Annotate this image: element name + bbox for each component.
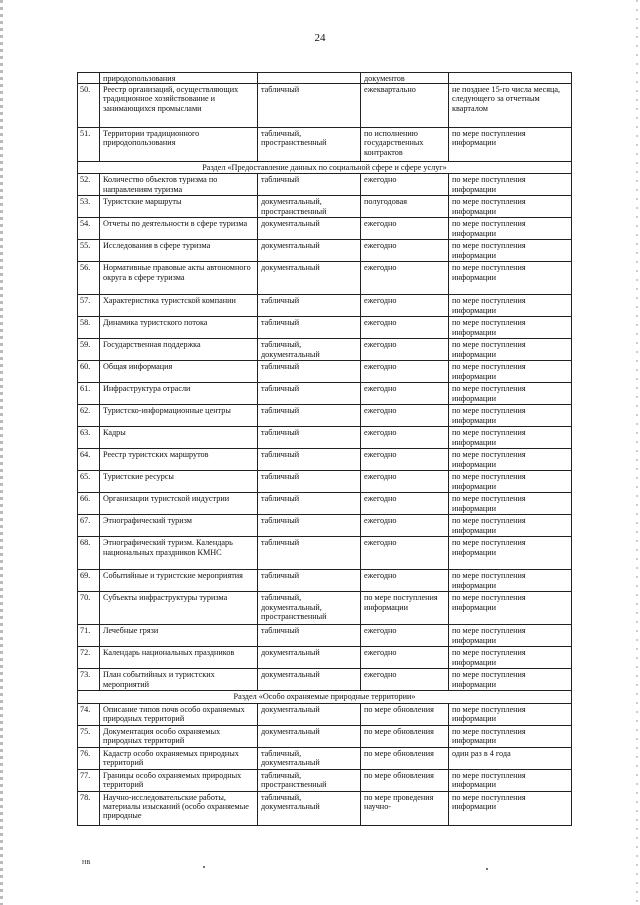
item-name: Туристские маршруты	[100, 196, 258, 218]
table-row	[78, 73, 572, 84]
update-period: документов	[361, 73, 449, 84]
submission-deadline: по мере поступления информации	[449, 570, 572, 592]
update-period: ежегодно	[361, 383, 449, 405]
update-period: ежегодно	[361, 570, 449, 592]
table-row	[78, 647, 572, 669]
update-period: ежегодно	[361, 240, 449, 262]
submission-deadline	[449, 73, 572, 84]
update-period: ежегодно	[361, 317, 449, 339]
data-format: табличный, документальный	[258, 747, 361, 769]
update-period: по исполнению государственных контрактов	[361, 128, 449, 162]
data-format: табличный	[258, 493, 361, 515]
data-format: табличный	[258, 317, 361, 339]
item-name: Субъекты инфраструктуры туризма	[100, 592, 258, 625]
data-format: табличный	[258, 174, 361, 196]
table-row	[78, 84, 572, 128]
data-format: табличный	[258, 515, 361, 537]
table-row	[78, 405, 572, 427]
table-row	[78, 493, 572, 515]
submission-deadline: по мере поступления информации	[449, 361, 572, 383]
table-row	[78, 361, 572, 383]
submission-deadline: по мере поступления информации	[449, 493, 572, 515]
row-number: 73.	[78, 669, 100, 691]
scan-edge-right	[636, 0, 638, 905]
row-number: 66.	[78, 493, 100, 515]
data-format: документальный	[258, 240, 361, 262]
submission-deadline: по мере поступления информации	[449, 592, 572, 625]
row-number: 78.	[78, 791, 100, 825]
submission-deadline: по мере поступления информации	[449, 647, 572, 669]
submission-deadline: по мере поступления информации	[449, 339, 572, 361]
item-name: Нормативные правовые акты автономного округа в сфере туризма	[100, 262, 258, 295]
update-period: ежеквартально	[361, 84, 449, 128]
submission-deadline: по мере поступления информации	[449, 515, 572, 537]
row-number: 56.	[78, 262, 100, 295]
update-period: по мере обновления	[361, 769, 449, 791]
data-format: табличный	[258, 570, 361, 592]
item-name: Описание типов почв особо охраняемых природных территорий	[100, 703, 258, 725]
submission-deadline: по мере поступления информации	[449, 427, 572, 449]
row-number: 58.	[78, 317, 100, 339]
update-period: ежегодно	[361, 262, 449, 295]
table-row	[78, 295, 572, 317]
submission-deadline: по мере поступления информации	[449, 769, 572, 791]
table-body	[78, 73, 572, 826]
section-header-row	[78, 691, 572, 703]
item-name: Календарь национальных праздников	[100, 647, 258, 669]
table-row	[78, 471, 572, 493]
data-format: табличный, пространственный	[258, 769, 361, 791]
data-format: табличный	[258, 537, 361, 570]
item-name: Общая информация	[100, 361, 258, 383]
data-format: табличный	[258, 295, 361, 317]
item-name: Характеристика туристской компании	[100, 295, 258, 317]
scan-dot	[203, 866, 205, 868]
row-number: 59.	[78, 339, 100, 361]
update-period: ежегодно	[361, 361, 449, 383]
table-row	[78, 725, 572, 747]
table-row	[78, 769, 572, 791]
row-number: 76.	[78, 747, 100, 769]
item-name: Лечебные грязи	[100, 625, 258, 647]
update-period: по мере обновления	[361, 703, 449, 725]
scan-edge-left	[0, 0, 3, 905]
row-number: 64.	[78, 449, 100, 471]
submission-deadline: по мере поступления информации	[449, 295, 572, 317]
table-row	[78, 128, 572, 162]
update-period: по мере обновления	[361, 725, 449, 747]
submission-deadline: по мере поступления информации	[449, 383, 572, 405]
item-name: Количество объектов туризма по направлениям туризма	[100, 174, 258, 196]
submission-deadline: по мере поступления информации	[449, 174, 572, 196]
table-row	[78, 791, 572, 825]
update-period: полугодовая	[361, 196, 449, 218]
submission-deadline: по мере поступления информации	[449, 449, 572, 471]
table-row	[78, 427, 572, 449]
item-name: Инфраструктура отрасли	[100, 383, 258, 405]
table-row	[78, 218, 572, 240]
submission-deadline: по мере поступления информации	[449, 537, 572, 570]
data-format: табличный, пространственный	[258, 128, 361, 162]
table-row	[78, 570, 572, 592]
row-number: 54.	[78, 218, 100, 240]
row-number: 71.	[78, 625, 100, 647]
item-name: Территории традиционного природопользования	[100, 128, 258, 162]
data-format: табличный	[258, 625, 361, 647]
item-name: Реестр туристских маршрутов	[100, 449, 258, 471]
item-name: Кадастр особо охраняемых природных территорий	[100, 747, 258, 769]
section-header-row	[78, 162, 572, 174]
row-number	[78, 73, 100, 84]
section-title: Раздел «Предоставление данных по социальной сфере и сфере услуг»	[78, 162, 572, 174]
row-number: 50.	[78, 84, 100, 128]
row-number: 53.	[78, 196, 100, 218]
update-period: ежегодно	[361, 405, 449, 427]
data-format: табличный	[258, 405, 361, 427]
update-period: по мере поступления информации	[361, 592, 449, 625]
table-row	[78, 669, 572, 691]
data-format: табличный, документальный, пространственный	[258, 592, 361, 625]
item-name: Исследования в сфере туризма	[100, 240, 258, 262]
table-row	[78, 317, 572, 339]
item-name: Этнографический туризм. Календарь национальных праздников КМНС	[100, 537, 258, 570]
row-number: 68.	[78, 537, 100, 570]
update-period: ежегодно	[361, 625, 449, 647]
row-number: 69.	[78, 570, 100, 592]
item-name: Туристско-информационные центры	[100, 405, 258, 427]
update-period: ежегодно	[361, 471, 449, 493]
row-number: 77.	[78, 769, 100, 791]
row-number: 60.	[78, 361, 100, 383]
table-row	[78, 449, 572, 471]
data-format: документальный	[258, 262, 361, 295]
item-name: Реестр организаций, осуществляющих традиционное хозяйствование и занимающихся промыслами	[100, 84, 258, 128]
data-format: табличный	[258, 84, 361, 128]
update-period: по мере проведения научно-	[361, 791, 449, 825]
item-name: Научно-исследовательские работы, материалы изысканий (особо охраняемые природные	[100, 791, 258, 825]
table-row	[78, 747, 572, 769]
data-table	[77, 72, 572, 826]
update-period: ежегодно	[361, 669, 449, 691]
row-number: 61.	[78, 383, 100, 405]
item-name: Динамика туристского потока	[100, 317, 258, 339]
submission-deadline: один раз в 4 года	[449, 747, 572, 769]
item-name: Отчеты по деятельности в сфере туризма	[100, 218, 258, 240]
row-number: 57.	[78, 295, 100, 317]
item-name: Государственная поддержка	[100, 339, 258, 361]
footer-mark: НВ	[82, 860, 91, 866]
table-row	[78, 174, 572, 196]
row-number: 63.	[78, 427, 100, 449]
item-name: природопользования	[100, 73, 258, 84]
page-number: 24	[314, 32, 326, 44]
update-period: ежегодно	[361, 427, 449, 449]
table-row	[78, 625, 572, 647]
table-row	[78, 592, 572, 625]
submission-deadline: по мере поступления информации	[449, 240, 572, 262]
update-period: по мере обновления	[361, 747, 449, 769]
item-name: Этнографический туризм	[100, 515, 258, 537]
submission-deadline: по мере поступления информации	[449, 791, 572, 825]
update-period: ежегодно	[361, 493, 449, 515]
submission-deadline: по мере поступления информации	[449, 471, 572, 493]
row-number: 52.	[78, 174, 100, 196]
submission-deadline: по мере поступления информации	[449, 262, 572, 295]
section-title: Раздел «Особо охраняемые природные территории»	[78, 691, 572, 703]
item-name: Туристские ресурсы	[100, 471, 258, 493]
table-row	[78, 537, 572, 570]
data-format: табличный, документальный	[258, 791, 361, 825]
table-row	[78, 515, 572, 537]
item-name: Организации туристской индустрии	[100, 493, 258, 515]
row-number: 67.	[78, 515, 100, 537]
row-number: 70.	[78, 592, 100, 625]
item-name: Событийные и туристские мероприятия	[100, 570, 258, 592]
item-name: Границы особо охраняемых природных территорий	[100, 769, 258, 791]
row-number: 51.	[78, 128, 100, 162]
submission-deadline: не позднее 15-го числа месяца, следующего за отчетным кварталом	[449, 84, 572, 128]
update-period: ежегодно	[361, 339, 449, 361]
data-format: табличный, документальный	[258, 339, 361, 361]
data-format: документальный	[258, 703, 361, 725]
table-row	[78, 339, 572, 361]
update-period: ежегодно	[361, 515, 449, 537]
row-number: 62.	[78, 405, 100, 427]
item-name: Кадры	[100, 427, 258, 449]
table-row	[78, 703, 572, 725]
row-number: 75.	[78, 725, 100, 747]
update-period: ежегодно	[361, 174, 449, 196]
update-period: ежегодно	[361, 295, 449, 317]
data-format: документальный	[258, 218, 361, 240]
data-format: табличный	[258, 383, 361, 405]
table-row	[78, 196, 572, 218]
table-row	[78, 240, 572, 262]
data-format	[258, 73, 361, 84]
scan-dot	[486, 868, 488, 870]
update-period: ежегодно	[361, 647, 449, 669]
submission-deadline: по мере поступления информации	[449, 128, 572, 162]
submission-deadline: по мере поступления информации	[449, 669, 572, 691]
update-period: ежегодно	[361, 449, 449, 471]
data-format: документальный	[258, 647, 361, 669]
row-number: 55.	[78, 240, 100, 262]
row-number: 65.	[78, 471, 100, 493]
item-name: Документация особо охраняемых природных территорий	[100, 725, 258, 747]
table-row	[78, 262, 572, 295]
submission-deadline: по мере поступления информации	[449, 405, 572, 427]
data-format: документальный	[258, 725, 361, 747]
table-row	[78, 383, 572, 405]
submission-deadline: по мере поступления информации	[449, 196, 572, 218]
data-format: табличный	[258, 361, 361, 383]
row-number: 72.	[78, 647, 100, 669]
item-name: План событийных и туристских мероприятий	[100, 669, 258, 691]
update-period: ежегодно	[361, 218, 449, 240]
update-period: ежегодно	[361, 537, 449, 570]
submission-deadline: по мере поступления информации	[449, 218, 572, 240]
row-number: 74.	[78, 703, 100, 725]
submission-deadline: по мере поступления информации	[449, 625, 572, 647]
submission-deadline: по мере поступления информации	[449, 317, 572, 339]
data-format: документальный, пространственный	[258, 196, 361, 218]
data-format: табличный	[258, 427, 361, 449]
submission-deadline: по мере поступления информации	[449, 703, 572, 725]
data-format: документальный	[258, 669, 361, 691]
submission-deadline: по мере поступления информации	[449, 725, 572, 747]
data-format: табличный	[258, 449, 361, 471]
data-format: табличный	[258, 471, 361, 493]
